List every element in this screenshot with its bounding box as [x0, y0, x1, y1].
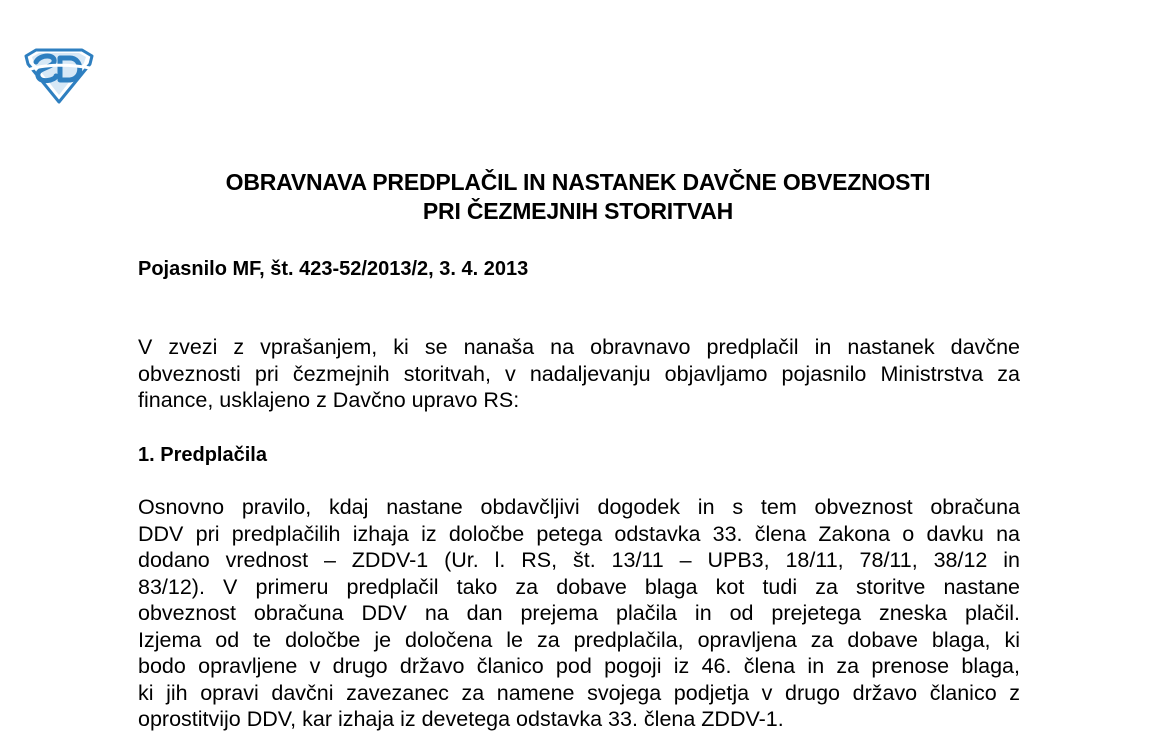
intro-line: obveznosti pri čezmejnih storitvah, v nadaljevanju objavljamo pojasnilo Ministrstva za — [138, 361, 1020, 386]
section1-line: oprostitvijo DDV, kar izhaja iz devetega odstavka 33. člena ZDDV-1. — [138, 707, 784, 731]
intro-paragraph — [138, 334, 1020, 414]
section1-line: dodano vrednost – ZDDV-1 (Ur. l. RS, št. 13/11 – UPB3, 18/11, 78/11, 38/12 in — [138, 548, 1020, 572]
section-heading-predplacila: 1. Predplačila — [138, 444, 267, 466]
document-title-line-2: PRI ČEZMEJNIH STORITVAH — [422, 198, 734, 224]
intro-line: finance, usklajeno z Davčno upravo RS: — [138, 388, 520, 412]
section1-line: Osnovno pravilo, kdaj nastane obdavčljivi dogodek in s tem obveznost obračuna — [138, 495, 1020, 519]
document-reference: Pojasnilo MF, št. 423-52/2013/2, 3. 4. 2013 — [138, 258, 529, 280]
intro-line: V zvezi z vprašanjem, ki se nanaša na obravnavo predplačil in nastanek davčne — [138, 335, 1020, 359]
section1-line: Izjema od te določbe je določena le za predplačila, opravljena za dobave blaga, ki — [138, 627, 1020, 652]
section1-line: bodo opravljene v drugo državo članico pod pogoji iz 46. člena in za prenose blaga, — [138, 654, 1020, 678]
section1-line: ki jih opravi davčni zavezanec za namene svojega podjetja v drugo državo članico z — [138, 680, 1020, 705]
section1-line: DDV pri predplačilih izhaja iz določbe petega odstavka 33. člena Zakona o davku na — [138, 521, 1020, 546]
section1-line: obveznost obračuna DDV na dan prejema plačila in od prejetega zneska plačil. — [138, 601, 1020, 625]
sd-shield-logo-icon — [22, 48, 96, 104]
logo-graphic — [22, 48, 96, 104]
section1-paragraph — [138, 494, 1020, 733]
document-title-line-1: OBRAVNAVA PREDPLAČIL IN NASTANEK DAVČNE OBVEZNOSTI — [225, 169, 931, 195]
section1-line: 83/12). V primeru predplačil tako za dobave blaga kot tudi za storitve nastane — [138, 574, 1020, 599]
